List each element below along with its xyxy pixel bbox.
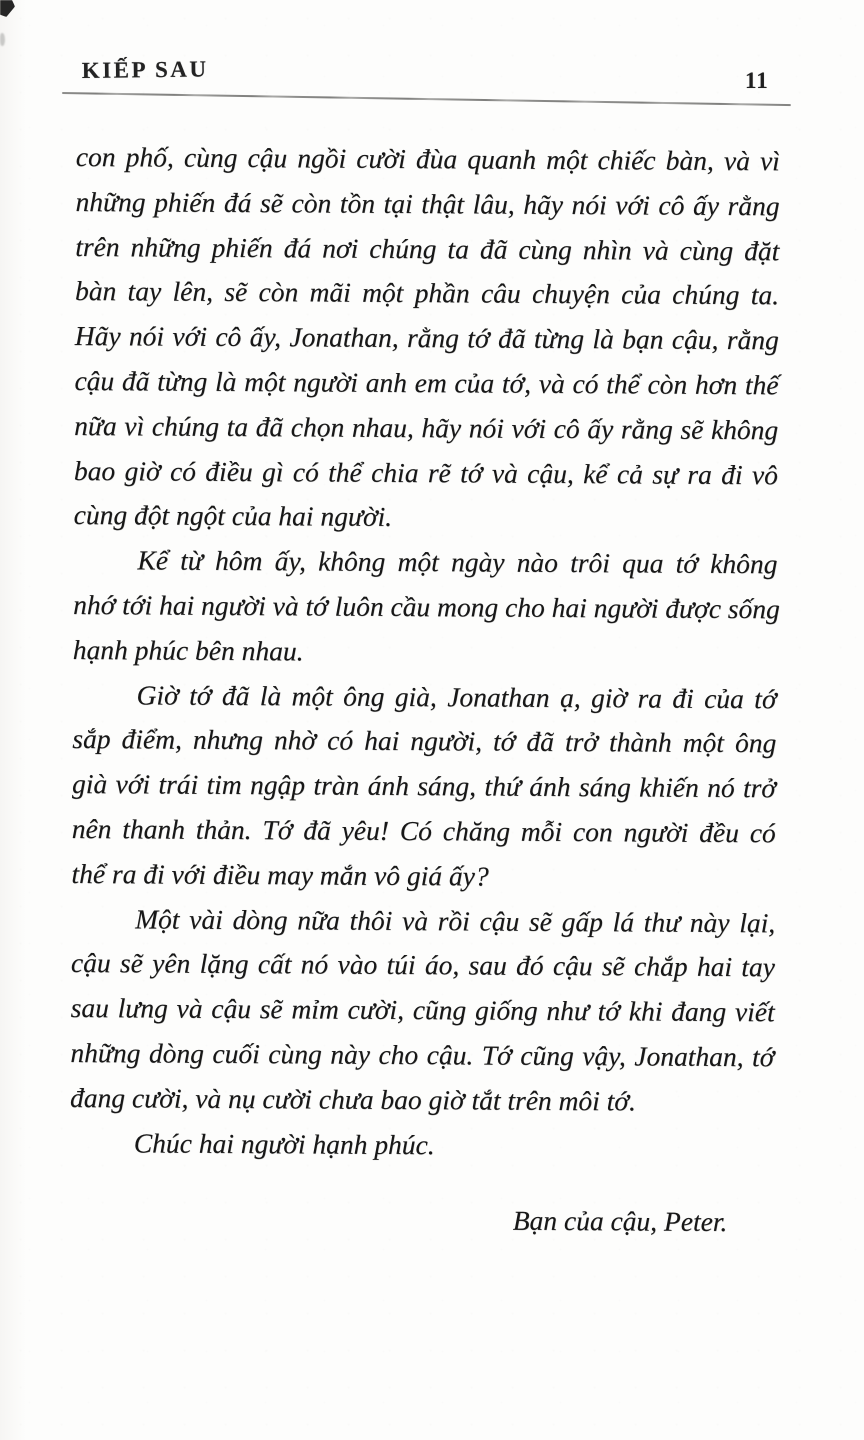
text-line: Kể từ hôm ấy, không một ngày nào trôi qua tớ không [137,544,778,580]
text-line: Một vài dòng nữa thôi và rồi cậu sẽ gấp lá thư này lại, [135,902,776,938]
header-rule-divider [62,92,791,106]
text-line: cậu đã từng là một người anh em của tớ, và có thể còn hơn thế [74,364,779,401]
letter-text-block [69,135,780,1245]
text-line: cùng đột ngột của hai người. [73,499,393,533]
text-line: sau lưng và cậu sẽ mỉm cười, cũng giống như tớ khi đang viết [70,992,775,1028]
text-line: Chúc hai người hạnh phúc. [133,1126,435,1160]
text-line: cậu sẽ yên lặng cất nó vào túi áo, sau đó cậu sẽ chắp hai tay [70,947,776,983]
text-line: thể ra đi với điều may mắn vô giá ấy? [71,857,489,892]
running-header-title: KIẾP SAU [81,56,209,84]
text-line: sắp điểm, nhưng nhờ có hai người, tớ đã trở thành một ông [72,723,777,759]
text-line: Giờ tớ đã là một ông già, Jonathan ạ, giờ ra đi của tớ [136,678,777,714]
text-line: Hãy nói với cô ấy, Jonathan, rằng tớ đã từng là bạn cậu, rằng [74,320,779,356]
scan-corner-artifact [0,0,15,17]
text-line: con phố, cùng cậu ngồi cười đùa quanh một chiếc bàn, và vì [75,140,780,177]
page-number: 11 [745,68,769,93]
letter-signature: Bạn của cậu, Peter. [512,1205,728,1238]
text-line: những dòng cuối cùng này cho cậu. Tớ cũng vậy, Jonathan, tớ [70,1036,775,1073]
text-line: những phiến đá sẽ còn tồn tại thật lâu, hãy nói với cô ấy rằng [75,185,780,222]
text-line: bao giờ có điều gì có thể chia rẽ tớ và cậu, kể cả sự ra đi vô [73,454,779,490]
text-line: nhớ tới hai người và tớ luôn cầu mong cho hai người được sống [73,588,780,625]
text-line: bàn tay lên, sẽ còn mãi một phần câu chuyện của chúng ta. [74,275,780,311]
text-line: nữa vì chúng ta đã chọn nhau, hãy nói với cô ấy rằng sẽ không [74,409,779,446]
text-line: già với trái tim ngập tràn ánh sáng, thứ ánh sáng khiến nó trở [71,768,777,804]
text-line: hạnh phúc bên nhau. [72,633,304,667]
scan-edge-speck [0,33,5,46]
text-line: nên thanh thản. Tớ đã yêu! Có chăng mỗi con người đều có [71,812,776,849]
text-line: trên những phiến đá nơi chúng ta đã cùng nhìn và cùng đặt [75,230,780,266]
text-line: đang cười, và nụ cười chưa bao giờ tắt trên môi tớ. [70,1081,637,1117]
letter-body [70,135,780,1170]
